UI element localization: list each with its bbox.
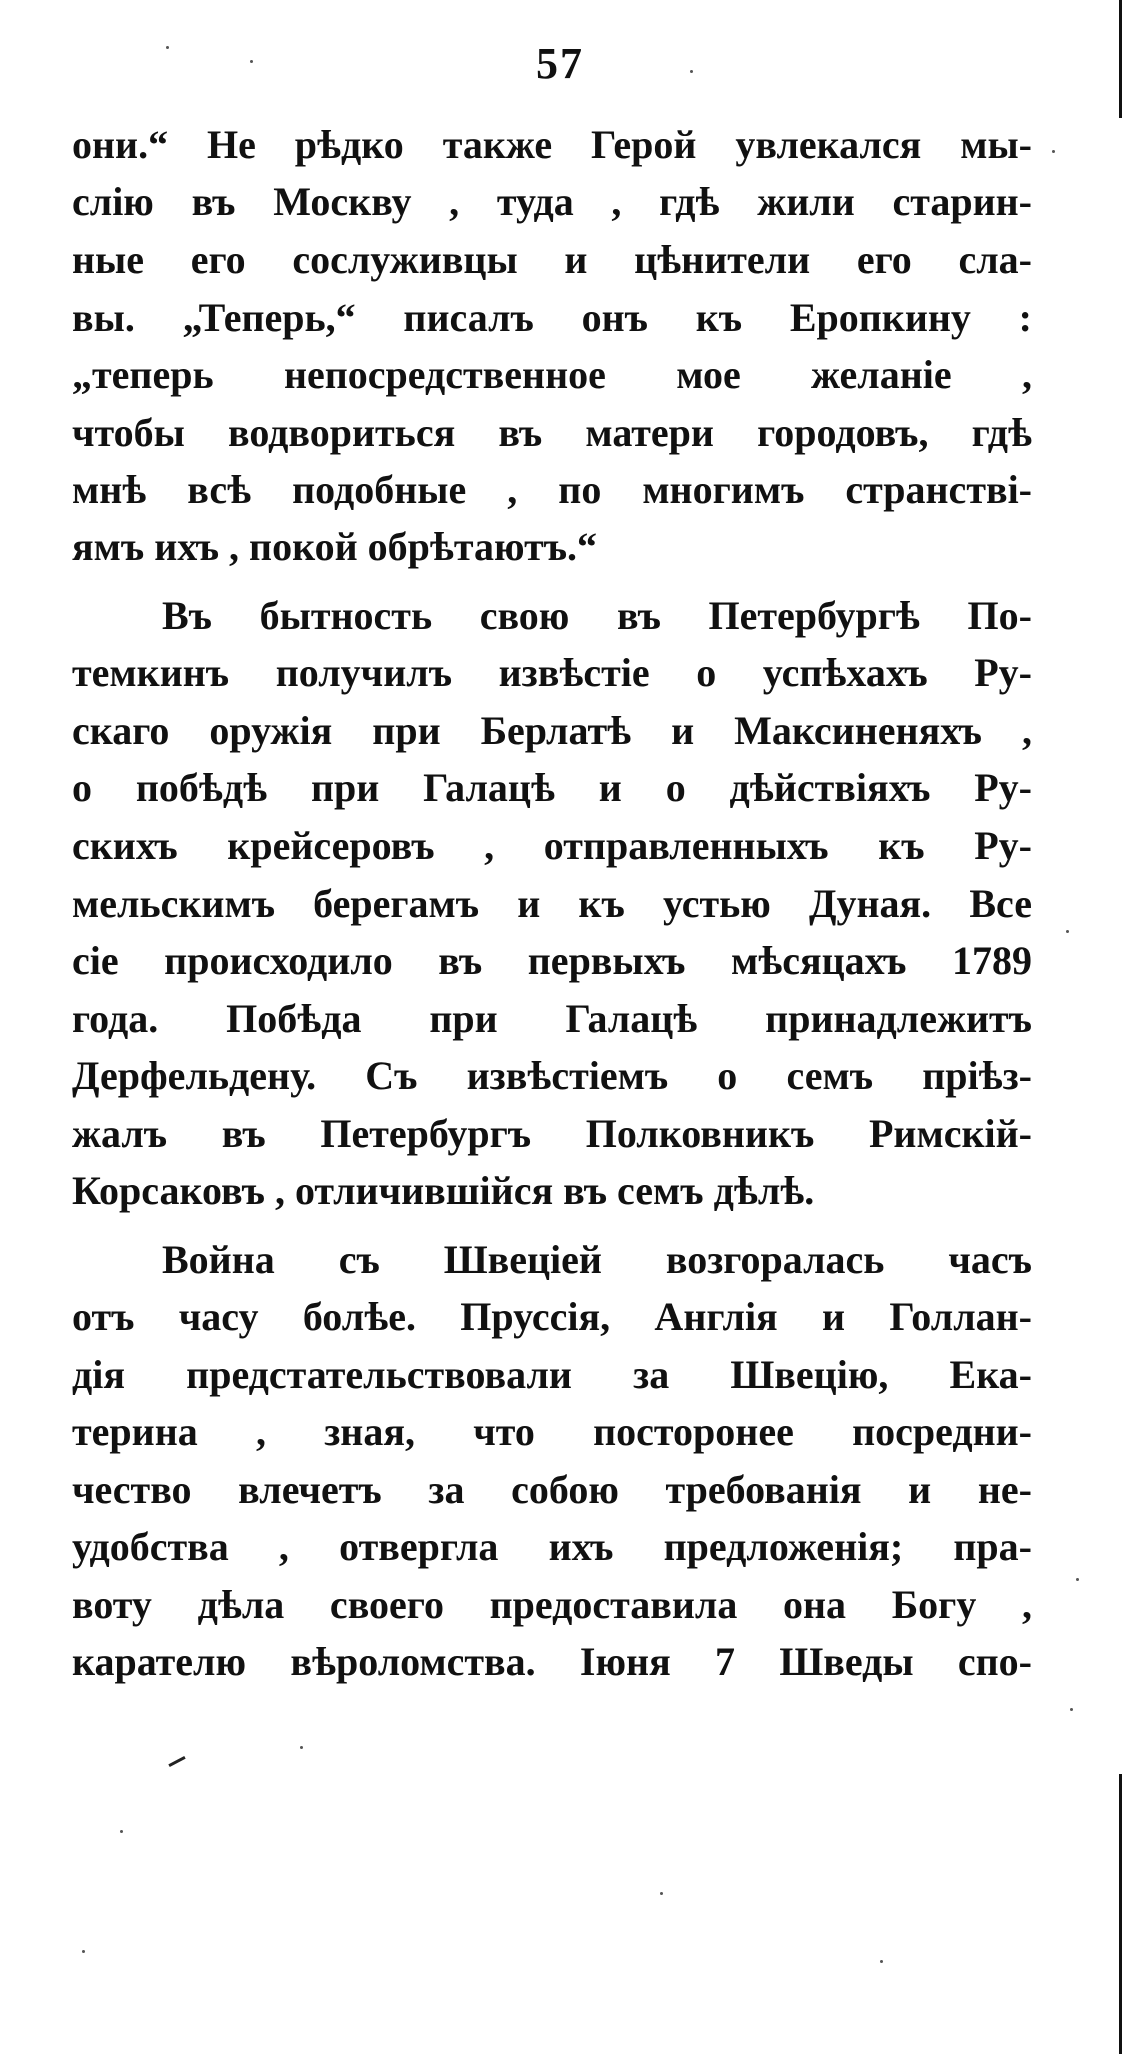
page-edge-line [1119,1774,1122,2054]
text-line: ные его сослуживцы и цѣнители его сла- [72,237,1032,282]
text-line: чество влечетъ за собою требованія и не- [72,1467,1032,1512]
text-line: воту дѣла своего предоставила она Богу , [72,1582,1032,1627]
scan-speck [166,46,169,49]
text-line: они.“ Не рѣдко также Герой увлекался мы- [72,122,1032,167]
text-line: Война съ Швеціей возгоралась часъ [162,1237,1032,1282]
scan-mark [168,1756,185,1767]
scan-speck [250,60,253,63]
scan-speck [1070,1708,1073,1711]
text-line: Въ бытность свою въ Петербургѣ По- [162,593,1032,638]
text-line: вы. „Теперь,“ писалъ онъ къ Еропкину : [72,295,1032,340]
text-line: терина , зная, что посторонее посредни- [72,1409,1032,1454]
scan-speck [690,70,693,73]
scan-speck [1052,150,1055,153]
text-line: скихъ крейсеровъ , отправленныхъ къ Ру- [72,823,1032,868]
text-line: Дерфельдену. Съ извѣстіемъ о семъ пріѣз- [72,1053,1032,1098]
text-line: карателю вѣроломства. Іюня 7 Шведы спо- [72,1639,1032,1684]
text-line: темкинъ получилъ извѣстіе о успѣхахъ Ру- [72,650,1032,695]
scan-speck [300,1746,303,1749]
text-line: удобства , отвергла ихъ предложенія; пра- [72,1524,1032,1569]
text-line: ямъ ихъ , покой обрѣтаютъ.“ [72,524,598,569]
text-line: отъ часу болѣе. Пруссія, Англія и Голлан- [72,1294,1032,1339]
text-line: мнѣ всѣ подобные , по многимъ странстві- [72,467,1032,512]
scan-speck [880,1960,883,1963]
text-line: года. Побѣда при Галацѣ принадлежитъ [72,996,1032,1041]
scan-speck [1066,930,1069,933]
scan-speck [120,1830,123,1833]
scan-speck [1076,1578,1079,1581]
text-line: дія предстательствовали за Швецію, Ека- [72,1352,1032,1397]
text-line: сіе происходило въ первыхъ мѣсяцахъ 1789 [72,938,1032,983]
page-number: 57 [536,39,584,88]
scan-speck [82,1950,85,1953]
text-line: слію въ Москву , туда , гдѣ жили старин- [72,179,1032,224]
text-line: „теперь непосредственное мое желаніе , [72,352,1032,397]
text-line: чтобы водвориться въ матери городовъ, гдѣ [72,410,1032,455]
text-line: жалъ въ Петербургъ Полковникъ Римскій- [72,1111,1032,1156]
text-line: скаго оружія при Берлатѣ и Максиненяхъ , [72,708,1032,753]
text-line: Корсаковъ , отличившійся въ семъ дѣлѣ. [72,1168,815,1213]
text-line: мельскимъ берегамъ и къ устью Дуная. Все [72,881,1032,926]
scan-speck [660,1892,663,1895]
text-line: о побѣдѣ при Галацѣ и о дѣйствіяхъ Ру- [72,765,1032,810]
